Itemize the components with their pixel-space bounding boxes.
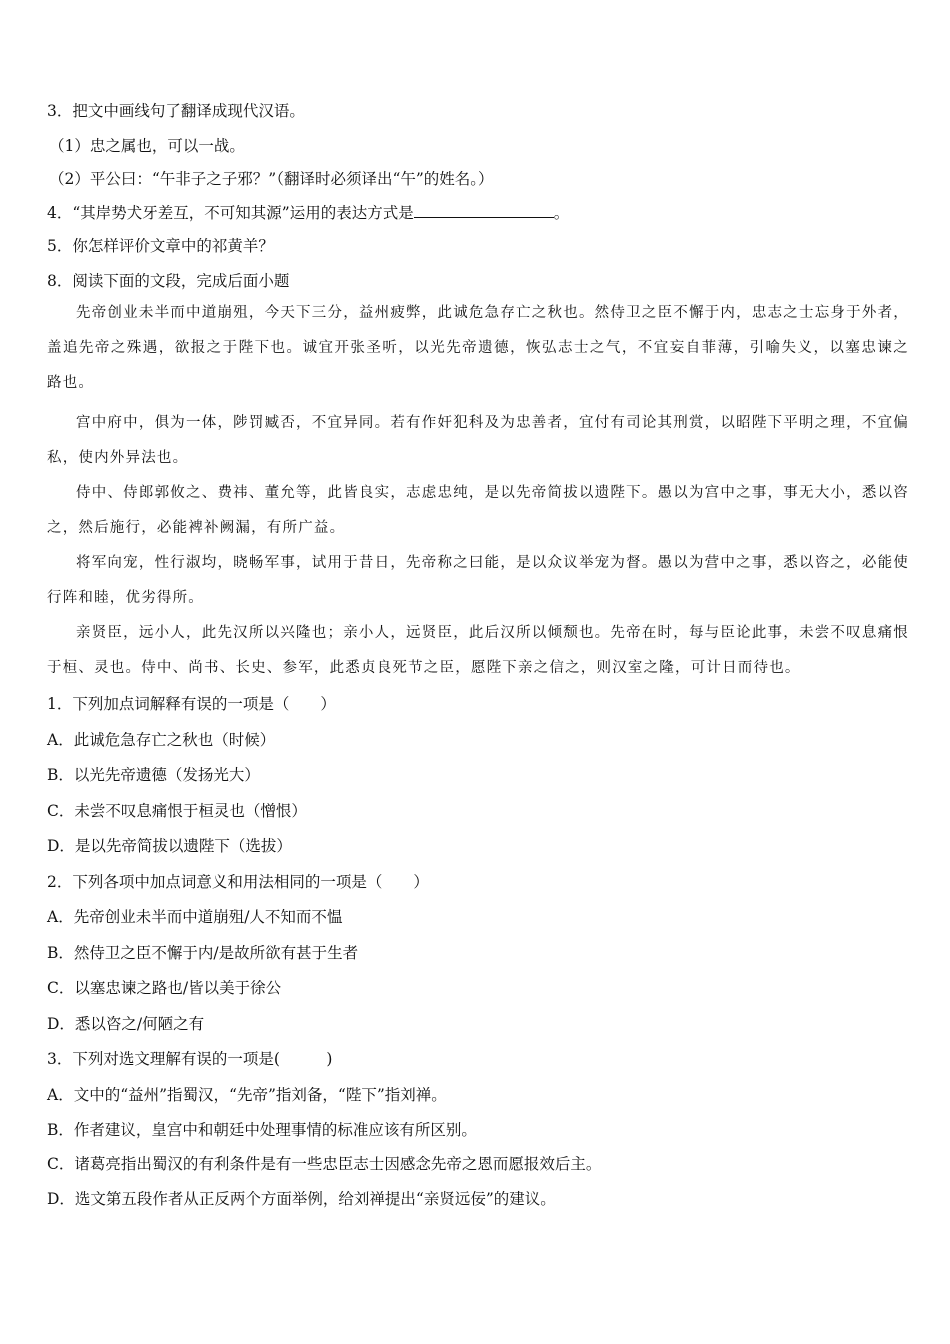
- question-4-suffix: 。: [553, 204, 570, 222]
- mc2-option-b: B．然侍卫之臣不懈于内/是故所欲有甚于生者: [47, 944, 359, 962]
- mc3-option-c: C．诸葛亮指出蜀汉的有利条件是有一些忠臣志士因感念先帝之恩而愿报效后主。: [47, 1155, 602, 1173]
- mc1-option-b: B．以光先帝遗德（发扬光大）: [47, 766, 260, 784]
- passage-paragraph-4: 将军向宠，性行淑均，晓畅军事，试用于昔日，先帝称之曰能，是以众议举宠为督。愚以为营中之事，悉以咨之，必能使行阵和睦，优劣得所。: [47, 555, 909, 606]
- section-8-heading: 8．阅读下面的文段，完成后面小题: [47, 272, 290, 290]
- mc1-option-a: A．此诚危急存亡之秋也（时候）: [47, 731, 276, 749]
- passage-paragraph-3: 侍中、侍郎郭攸之、费祎、董允等，此皆良实，志虑忠纯，是以先帝简拔以遗陛下。愚以为宫中之事，事无大小，悉以咨之，然后施行，必能裨补阙漏，有所广益。: [47, 485, 909, 536]
- question-4-prefix: 4．“其岸势犬牙差互，不可知其源”运用的表达方式是: [47, 204, 414, 222]
- passage-paragraph-5: 亲贤臣，远小人，此先汉所以兴隆也；亲小人，远贤臣，此后汉所以倾颓也。先帝在时，每与臣论此事，未尝不叹息痛恨于桓、灵也。侍中、尚书、长史、参军，此悉贞良死节之臣，愿陛下亲之信之，则汉室之隆，可计日而待也。: [47, 625, 909, 676]
- answer-blank: [414, 202, 554, 218]
- mc2-option-c: C．以塞忠谏之路也/皆以美于徐公: [47, 979, 282, 997]
- mc1-stem: 1．下列加点词解释有误的一项是（ ）: [47, 695, 336, 713]
- passage-paragraph-2: 宫中府中，俱为一体，陟罚臧否，不宜异同。若有作奸犯科及为忠善者，宜付有司论其刑赏，以昭陛下平明之理，不宜偏私，使内外异法也。: [47, 415, 909, 466]
- passage-paragraph-1: 先帝创业未半而中道崩殂，今天下三分，益州疲弊，此诚危急存亡之秋也。然侍卫之臣不懈于内，忠志之士忘身于外者，盖追先帝之殊遇，欲报之于陛下也。诚宜开张圣听，以光先帝遗德，恢弘志士之气，不宜妄自菲薄，引喻失义，以塞忠谏之路也。: [47, 305, 909, 391]
- mc1-option-c: C．未尝不叹息痛恨于桓灵也（憎恨）: [47, 802, 307, 820]
- mc1-option-d: D．是以先帝简拔以遗陛下（选拔）: [47, 837, 292, 855]
- mc3-option-b: B．作者建议，皇宫中和朝廷中处理事情的标准应该有所区别。: [47, 1121, 477, 1139]
- mc3-option-d: D．选文第五段作者从正反两个方面举例，给刘禅提出“亲贤远佞”的建议。: [47, 1190, 556, 1208]
- mc2-option-a: A．先帝创业未半而中道崩殂/人不知而不愠: [47, 908, 343, 926]
- mc3-stem: 3．下列对选文理解有误的一项是( ): [47, 1050, 333, 1068]
- question-5: 5．你怎样评价文章中的祁黄羊？: [47, 237, 274, 255]
- question-3-item-2: （2）平公曰：“午非子之子邪？”（翻译时必须译出“午”的姓名。）: [49, 170, 494, 188]
- question-3-item-1: （1）忠之属也，可以一战。: [49, 137, 245, 155]
- mc2-stem: 2．下列各项中加点词意义和用法相同的一项是（ ）: [47, 873, 429, 891]
- mc2-option-d: D．悉以咨之/何陋之有: [47, 1015, 205, 1033]
- question-3-heading: 3．把文中画线句了翻译成现代汉语。: [47, 102, 305, 120]
- question-4: [47, 202, 569, 224]
- mc3-option-a: A．文中的“益州”指蜀汉，“先帝”指刘备，“陛下”指刘禅。: [47, 1086, 447, 1104]
